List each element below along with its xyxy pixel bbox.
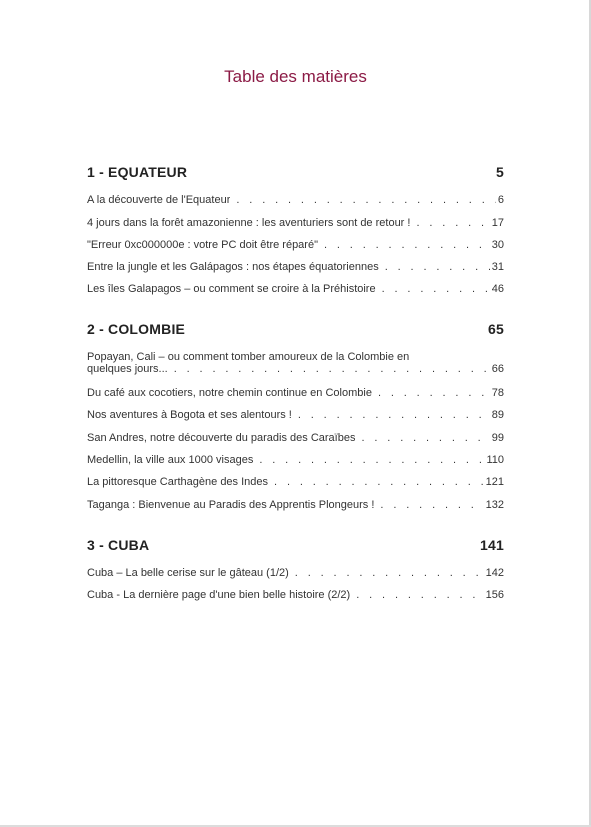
chapter-page: 141 bbox=[480, 537, 504, 553]
leader-dots bbox=[385, 261, 490, 274]
entry-page: 6 bbox=[497, 194, 504, 206]
entry-page: 99 bbox=[491, 432, 504, 444]
leader-dots bbox=[274, 476, 484, 489]
toc-entry[interactable] bbox=[87, 432, 504, 445]
entry-page: 142 bbox=[485, 567, 504, 579]
entry-title: La pittoresque Carthagène des Indes bbox=[87, 476, 269, 488]
leader-dots bbox=[324, 239, 490, 252]
leader-dots bbox=[416, 217, 489, 230]
toc-entry[interactable] bbox=[87, 387, 504, 400]
leader-dots bbox=[378, 387, 490, 400]
chapter-title: 3 - CUBA bbox=[87, 537, 150, 553]
chapter-heading-colombie[interactable] bbox=[87, 321, 504, 337]
entry-title: Medellin, la ville aux 1000 visages bbox=[87, 454, 254, 466]
entry-page: 156 bbox=[485, 589, 504, 601]
entry-page: 89 bbox=[491, 409, 504, 421]
entry-title: Taganga : Bienvenue au Paradis des Apprentis Plongeurs ! bbox=[87, 499, 375, 511]
entry-title: San Andres, notre découverte du paradis des Caraïbes bbox=[87, 432, 356, 444]
entry-title: Cuba – La belle cerise sur le gâteau (1/2) bbox=[87, 567, 289, 579]
entry-title: Nos aventures à Bogota et ses alentours ! bbox=[87, 409, 292, 421]
toc-entry[interactable] bbox=[87, 567, 504, 580]
entry-page: 132 bbox=[485, 499, 504, 511]
leader-dots bbox=[380, 499, 483, 512]
entry-page: 110 bbox=[486, 454, 504, 466]
entry-title: Les îles Galapagos – ou comment se croire à la Préhistoire bbox=[87, 283, 376, 295]
leader-dots bbox=[356, 589, 483, 602]
entry-page: 31 bbox=[491, 261, 504, 273]
leader-dots bbox=[259, 454, 484, 467]
entry-title: "Erreur 0xc000000e : votre PC doit être réparé" bbox=[87, 239, 318, 251]
entry-page: 78 bbox=[491, 387, 504, 399]
toc-entry[interactable] bbox=[87, 476, 504, 489]
entry-title: 4 jours dans la forêt amazonienne : les aventuriers sont de retour ! bbox=[87, 217, 411, 229]
chapter-page: 65 bbox=[488, 321, 504, 337]
chapter-page: 5 bbox=[496, 164, 504, 180]
entry-title: A la découverte de l'Equateur bbox=[87, 194, 231, 206]
entry-title-continuation bbox=[87, 363, 504, 375]
toc-entry[interactable] bbox=[87, 589, 504, 602]
entry-page: 66 bbox=[491, 363, 504, 375]
entry-page: 30 bbox=[491, 239, 504, 251]
toc-entry[interactable] bbox=[87, 261, 504, 274]
entry-title: Cuba - La dernière page d'une bien belle histoire (2/2) bbox=[87, 589, 351, 601]
leader-dots bbox=[236, 194, 496, 207]
chapter-title: 2 - COLOMBIE bbox=[87, 321, 186, 337]
leader-dots bbox=[295, 567, 484, 580]
entry-page: 17 bbox=[491, 217, 504, 229]
entry-title: Du café aux cocotiers, notre chemin continue en Colombie bbox=[87, 387, 372, 399]
chapter-heading-cuba[interactable] bbox=[87, 537, 504, 553]
page-title: Table des matières bbox=[224, 67, 367, 86]
entry-title: Entre la jungle et les Galápagos : nos étapes équatoriennes bbox=[87, 261, 379, 273]
chapter-heading-equateur[interactable] bbox=[87, 164, 504, 180]
chapter-title: 1 - EQUATEUR bbox=[87, 164, 188, 180]
leader-dots bbox=[382, 283, 490, 296]
toc-entry[interactable] bbox=[87, 217, 504, 230]
entry-page: 121 bbox=[485, 476, 504, 488]
leader-dots bbox=[174, 363, 490, 375]
toc-entry[interactable] bbox=[87, 239, 504, 252]
toc-entry[interactable] bbox=[87, 194, 504, 207]
entry-title: Popayan, Cali – ou comment tomber amoureux de la Colombie en bbox=[87, 351, 410, 363]
toc-entry[interactable] bbox=[87, 409, 504, 422]
toc-entry[interactable] bbox=[87, 351, 504, 375]
toc-entry[interactable] bbox=[87, 283, 504, 296]
leader-dots bbox=[298, 409, 490, 422]
toc-entry[interactable] bbox=[87, 499, 504, 512]
entry-page: 46 bbox=[491, 283, 504, 295]
toc-entry[interactable] bbox=[87, 454, 504, 467]
entry-title-line2: quelques jours... bbox=[87, 363, 168, 375]
leader-dots bbox=[361, 432, 489, 445]
